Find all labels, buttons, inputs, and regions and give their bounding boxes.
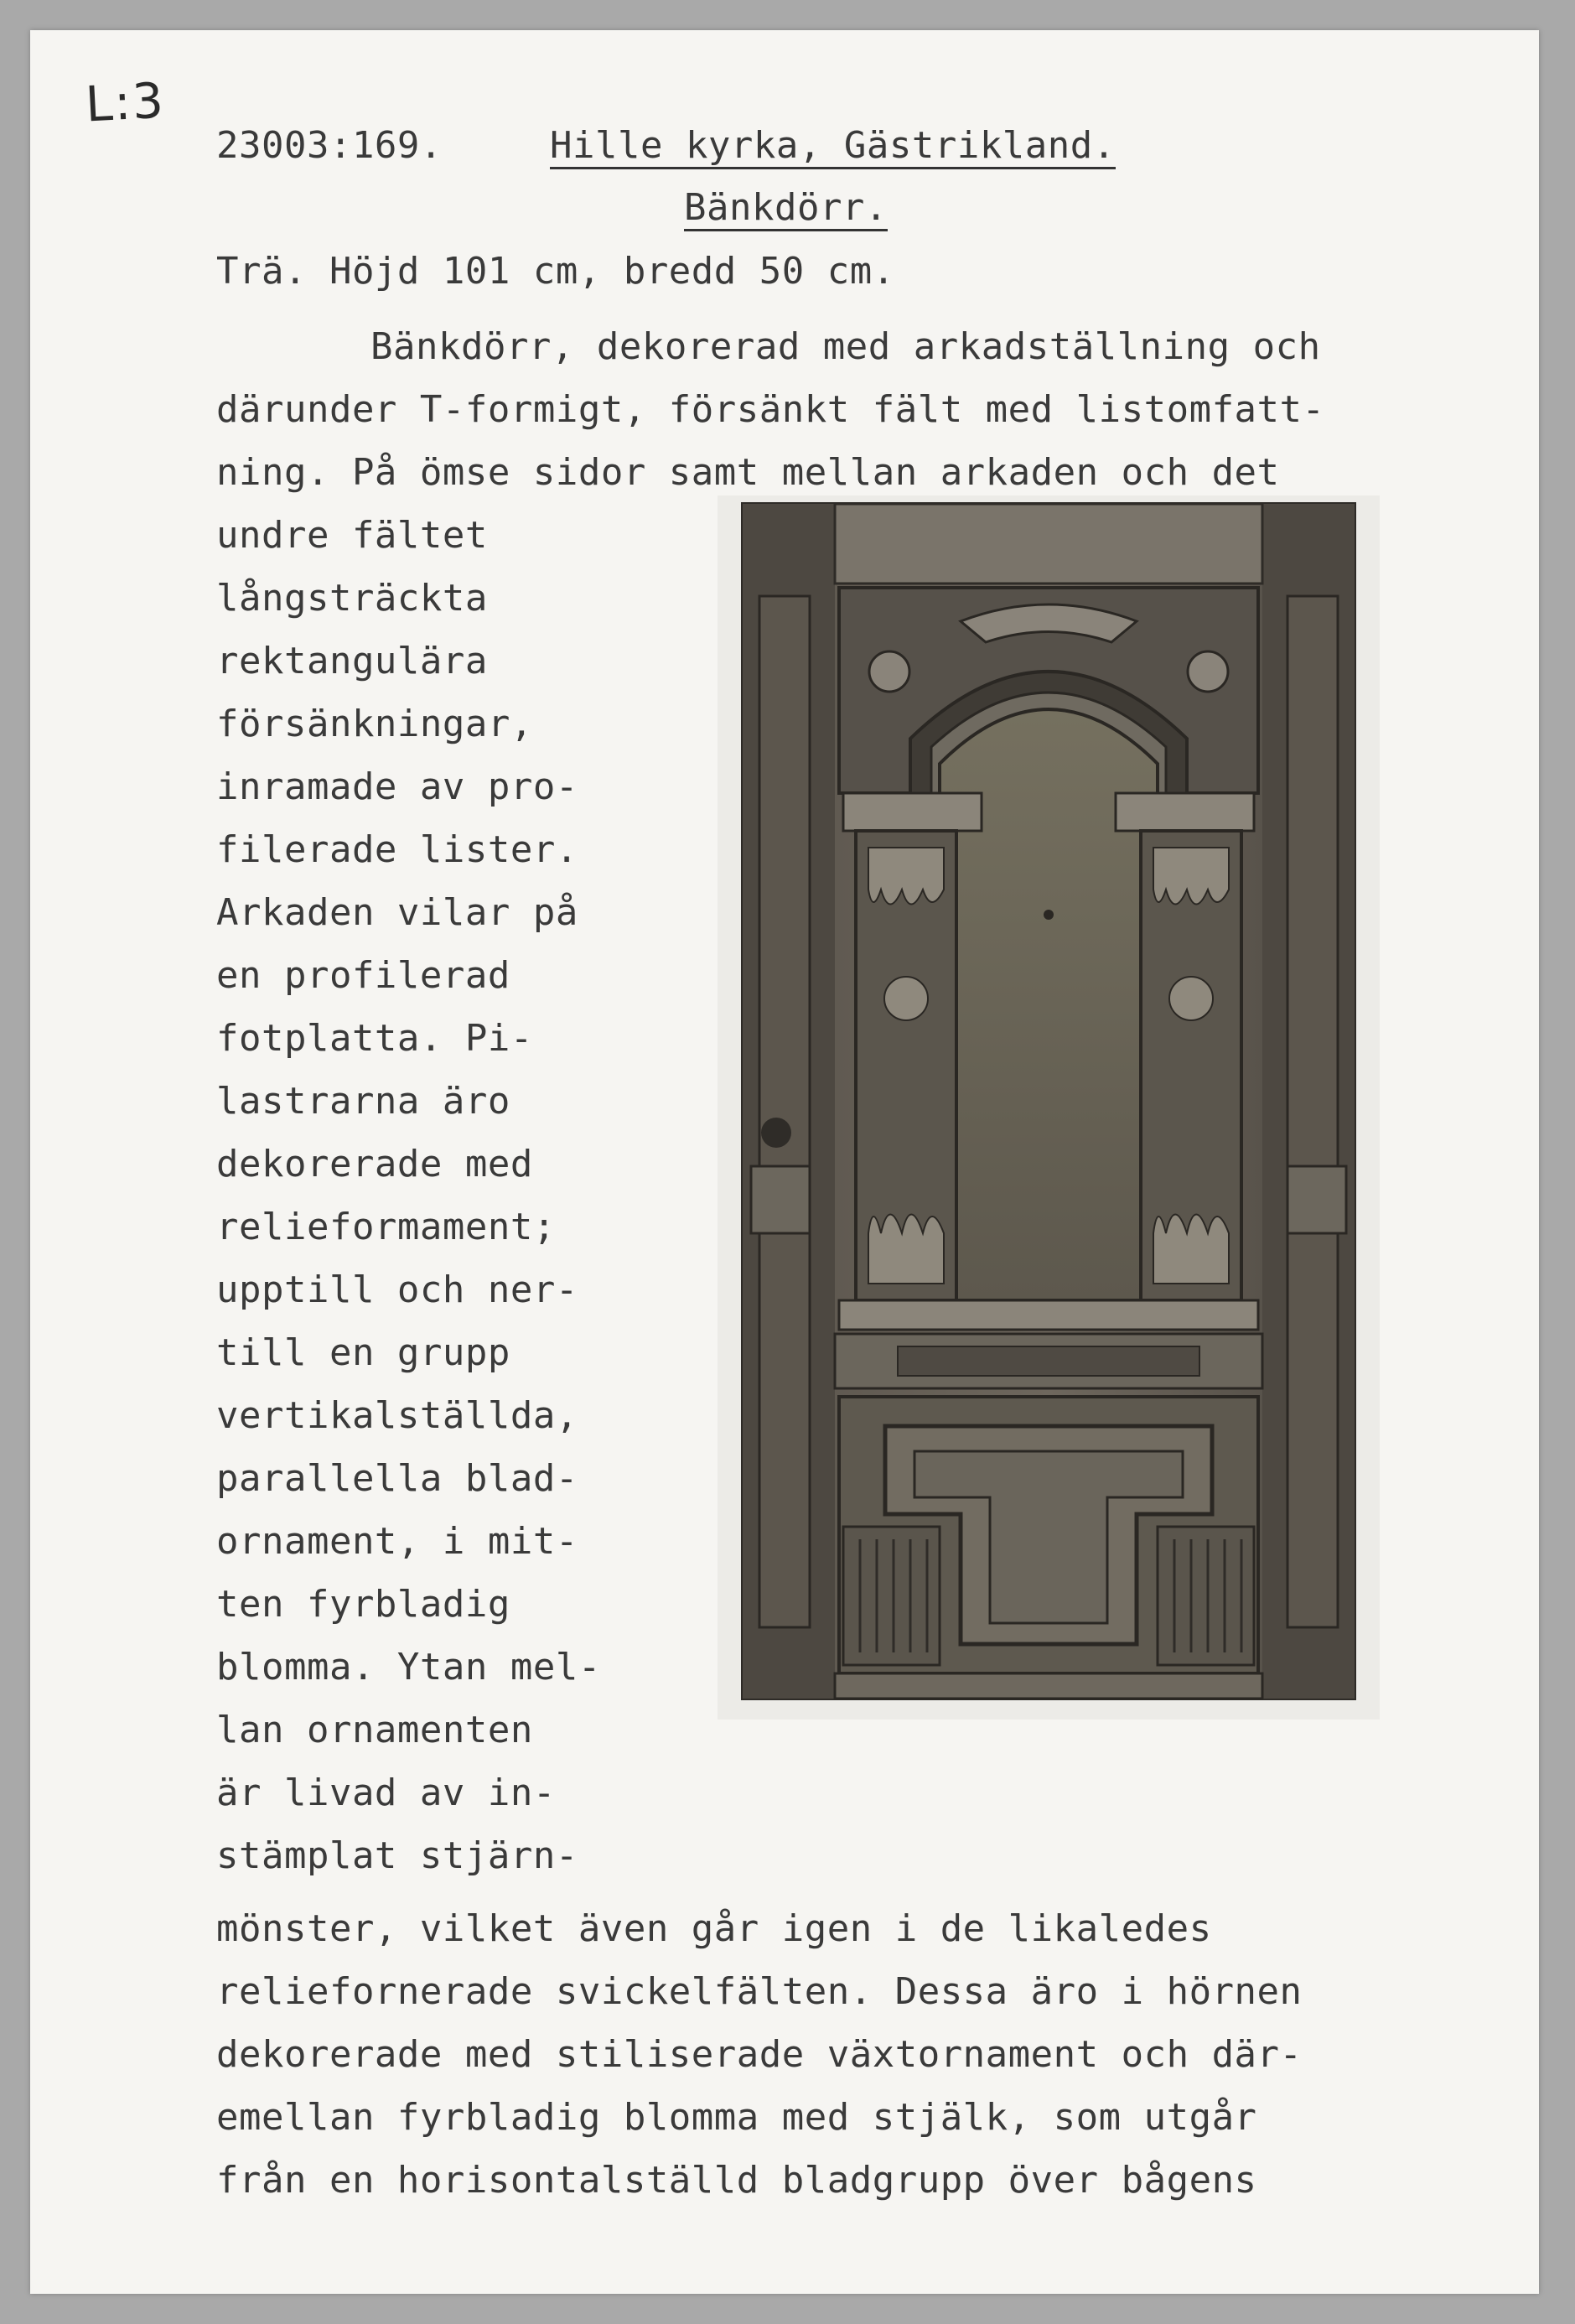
text-line: emellan fyrbladig blomma med stjälk, som utgår xyxy=(216,2096,1257,2139)
dimensions-line: Trä. Höjd 101 cm, bredd 50 cm. xyxy=(216,250,895,293)
object-title: Bänkdörr. xyxy=(684,186,888,231)
text-line: ning. På ömse sidor samt mellan arkaden och det xyxy=(216,451,1280,494)
text-line: långsträckta xyxy=(216,577,488,620)
text-line: till en grupp xyxy=(216,1331,510,1374)
text-line: fotplatta. Pi- xyxy=(216,1017,533,1060)
text-line: reliefornerade svickelfälten. Dessa äro i hörnen xyxy=(216,1970,1303,2013)
handwritten-note: L:3 xyxy=(84,71,167,133)
text-line: blomma. Ytan mel- xyxy=(216,1646,601,1689)
side-column-text xyxy=(216,504,601,1887)
text-line: från en horisontalställd bladgrupp över bågens xyxy=(216,2159,1257,2202)
text-line: en profilerad xyxy=(216,954,510,997)
text-line: inramade av pro- xyxy=(216,765,578,808)
text-line: filerade lister. xyxy=(216,828,578,871)
text-line: rektangulära xyxy=(216,640,488,682)
text-line: därunder T-formigt, försänkt fält med listomfatt- xyxy=(216,388,1325,431)
text-line: undre fältet xyxy=(216,514,488,557)
text-line: mönster, vilket även går igen i de likaledes xyxy=(216,1907,1212,1950)
text-line: ten fyrbladig xyxy=(216,1583,510,1626)
text-line: parallella blad- xyxy=(216,1457,578,1500)
door-illustration xyxy=(718,495,1380,1720)
text-line: Arkaden vilar på xyxy=(216,891,578,934)
text-line: dekorerade med xyxy=(216,1143,533,1185)
text-line: relieformament; xyxy=(216,1206,556,1248)
intro-paragraph xyxy=(216,315,1325,504)
catalog-card xyxy=(30,30,1539,2294)
text-line: stämplat stjärn- xyxy=(216,1834,578,1877)
text-line: är livad av in- xyxy=(216,1772,556,1814)
text-line: upptill och ner- xyxy=(216,1268,578,1311)
page-title: Hille kyrka, Gästrikland. xyxy=(550,124,1116,169)
bottom-paragraph xyxy=(216,1897,1303,2212)
text-line: försänkningar, xyxy=(216,703,533,745)
text-line: lastrarna äro xyxy=(216,1080,510,1123)
text-line: Bänkdörr, dekorerad med arkadställning och xyxy=(370,325,1321,368)
text-line: vertikalställda, xyxy=(216,1394,578,1437)
catalog-number: 23003:169. xyxy=(216,124,443,167)
text-line: dekorerade med stiliserade växtornament och där- xyxy=(216,2033,1303,2076)
text-line: ornament, i mit- xyxy=(216,1520,578,1563)
text-line: lan ornamenten xyxy=(216,1709,533,1751)
door-photograph xyxy=(718,495,1380,1720)
